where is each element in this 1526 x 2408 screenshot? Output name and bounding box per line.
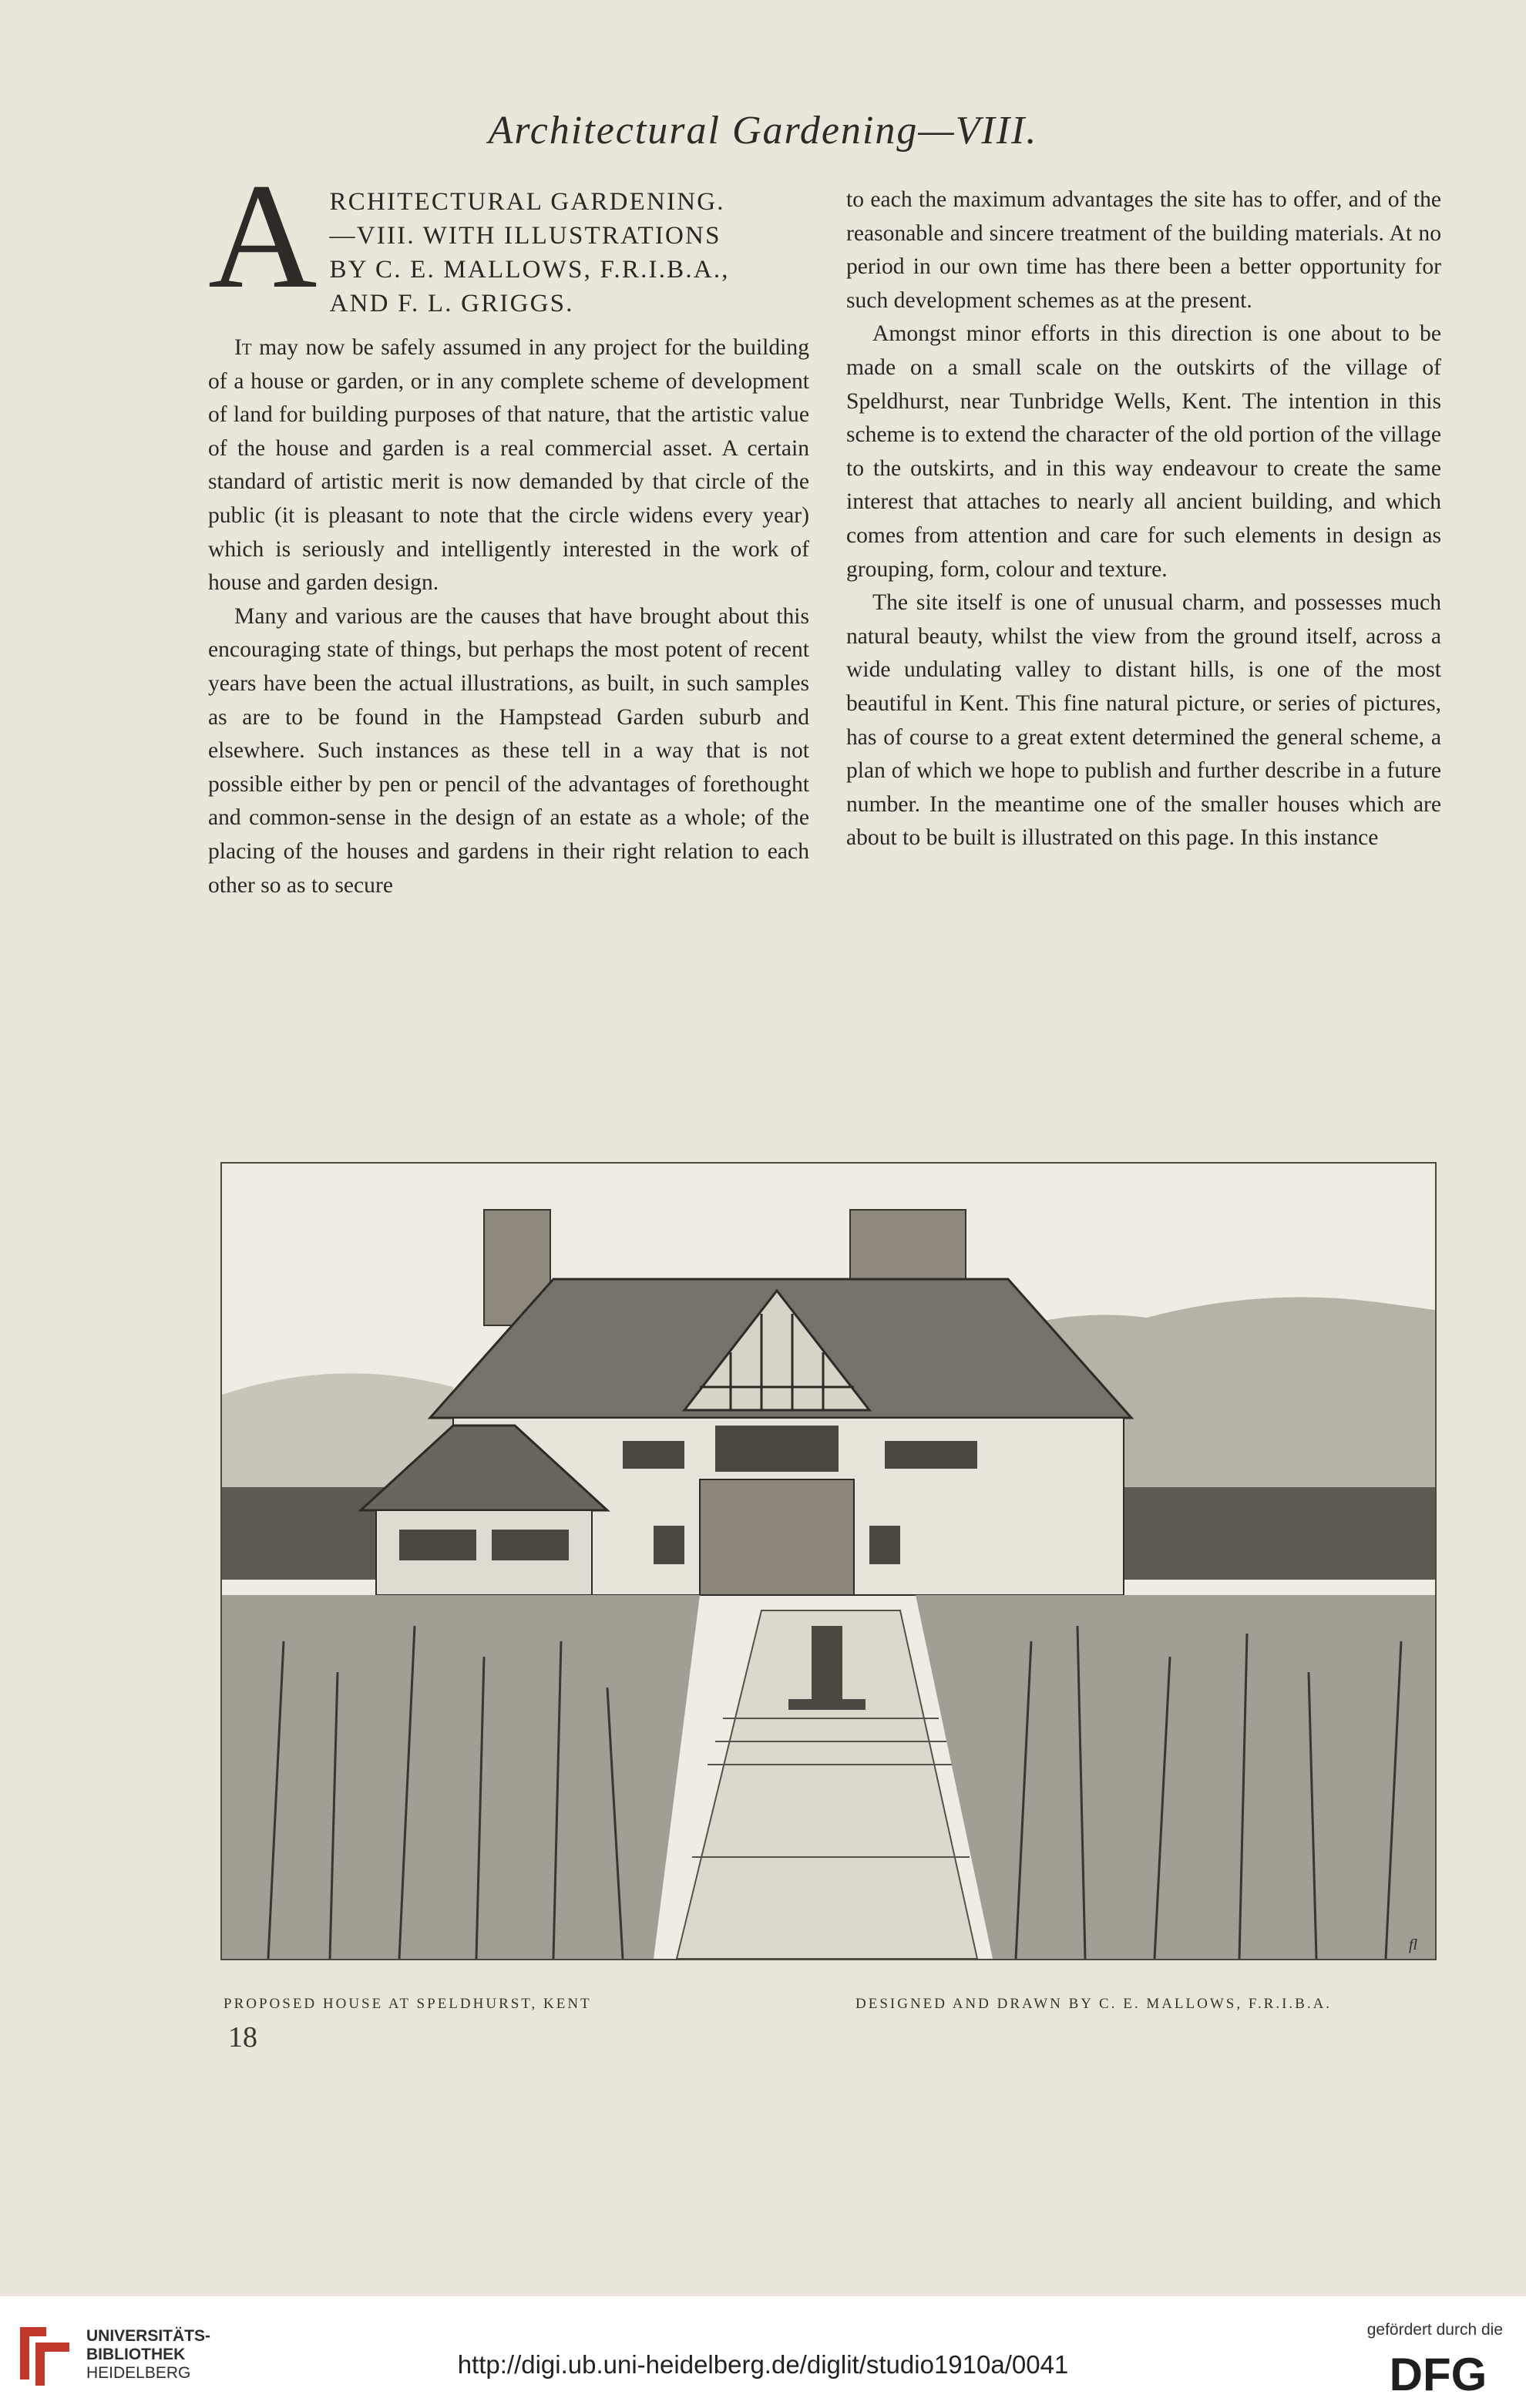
house-drawing: [222, 1164, 1435, 1959]
paragraph: to each the maximum advantages the site has to offer, and of the reasonable and sincere treatment of the building materials. At no period in our own time has there been a better opportunity for such development schemes as at the present.: [846, 187, 1441, 313]
digitization-footer: [0, 2296, 1526, 2408]
library-name-line: UNIVERSITÄTS-: [86, 2327, 211, 2345]
source-url-link[interactable]: http://digi.ub.uni-heidelberg.de/diglit/studio1910a/0041: [457, 2350, 1069, 2379]
central-porch: [700, 1479, 854, 1595]
paragraph: The site itself is one of unusual charm, and possesses much natural beauty, whilst the view from the ground itself, across a wide undulating valley to distant hills, is one of the most beautiful in Kent. This fine natural picture, or series of pictures, has of course to a great extent determined the general scheme, a plan of which we hope to publish and further describe in a future number. In the meantime one of the smaller houses which are about to be built is illustrated on this page. In this instance: [846, 590, 1441, 851]
illustrator-monogram: fl: [1409, 1936, 1418, 1953]
article-heading: [208, 153, 809, 321]
page-number: 18: [228, 2021, 257, 2054]
drop-cap: A: [208, 153, 318, 320]
title-line: BY C. E. MALLOWS, F.R.I.B.A.,: [329, 256, 730, 284]
title-line: AND F. L. GRIGGS.: [329, 290, 574, 317]
sundial: [812, 1626, 842, 1703]
right-chimney: [850, 1210, 966, 1279]
paragraph: [208, 331, 809, 600]
dfg-logo-text: DFG: [1389, 2349, 1487, 2396]
library-name-line: HEIDELBERG: [86, 2364, 191, 2382]
sundial-base: [788, 1699, 866, 1710]
paragraph-text: Many and various are the causes that have brought about this encouraging state of things, but perhaps the most potent of recent years have been the actual illustrations, as built, in such samples as are to be found in the Hampstead Garden suburb and elsewhere. Such instances as these tell in a way that is not possible either by pen or pencil of the advantages of forethought and common-sense in the design of an estate as a whole; of the placing of the houses and gardens in their right relation to each other so as to secure: [208, 603, 809, 898]
paragraph-text: may now be safely assumed in any project for the building of a house or garden, or in any complete scheme of development of land for building purposes of that nature, that the artistic value of the house and garden is a real commercial asset. A certain standard of artistic merit is now demanded by that circle of the public (it is pleasant to note that the circle widens every year) which is seriously and intelligently interested in the work of house and garden design.: [208, 335, 809, 596]
house-illustration: [220, 1162, 1437, 1960]
title-line: RCHITECTURAL GARDENING.: [329, 188, 725, 216]
article-title: [330, 183, 730, 321]
left-garden-bed: [222, 1595, 700, 1959]
dfg-logo-icon: [1373, 2349, 1503, 2396]
right-garden-bed: [916, 1595, 1435, 1959]
caption-right: DESIGNED AND DRAWN BY C. E. MALLOWS, F.R.I.B.A.: [855, 1996, 1333, 2012]
running-title: Architectural Gardening—VIII.: [488, 109, 1038, 153]
lead-word: It: [234, 335, 252, 360]
library-name-line: BIBLIOTHEK: [86, 2346, 186, 2363]
right-column: [846, 183, 1441, 855]
paragraph: Amongst minor efforts in this direction is one about to be made on a small scale on the outskirts of the village of Speldhurst, near Tunbridge Wells, Kent. The intention in this scheme is to extend the character of the old portion of the village to the outskirts, and in this way endeavour to create the same interest that attaches to nearly all ancient building, and which comes from attention and care for such elements in design as grouping, form, colour and texture.: [846, 321, 1441, 582]
left-column: [208, 153, 809, 902]
title-line: —VIII. WITH ILLUSTRATIONS: [329, 222, 721, 250]
funded-by-label: gefördert durch die: [1366, 2321, 1503, 2339]
paragraph: [208, 600, 809, 902]
caption-left: PROPOSED HOUSE AT SPELDHURST, KENT: [224, 1996, 592, 2012]
